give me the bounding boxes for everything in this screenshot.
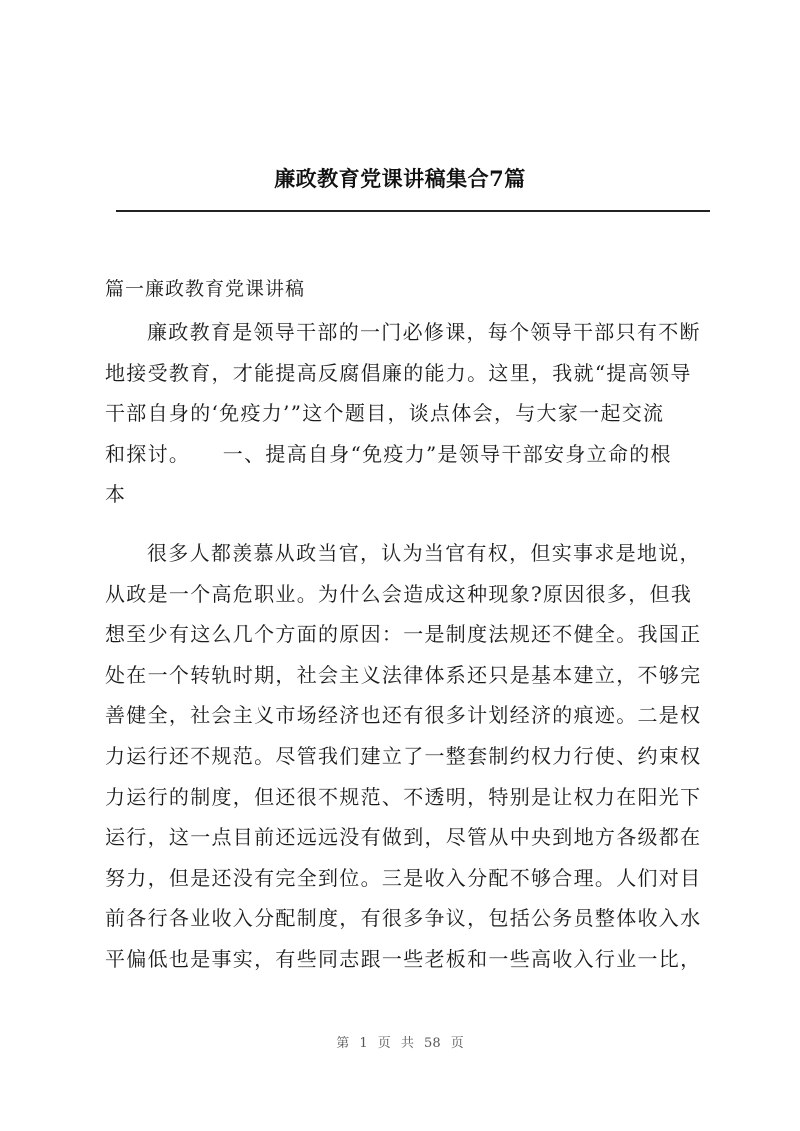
- paragraph-line: 运行，这一点目前还远远没有做到，尽管从中央到地方各级都在: [105, 825, 702, 850]
- page-number-footer: 第 1 页 共 58 页: [336, 1036, 464, 1051]
- section-heading: 篇一廉政教育党课讲稿: [105, 278, 306, 300]
- paragraph-line: 前各行各业收入分配制度，有很多争议，包括公务员整体收入水: [105, 906, 702, 931]
- paragraph-line: 从政是一个高危职业。为什么会造成这种现象?原因很多，但我: [105, 581, 693, 606]
- body-text: [105, 312, 711, 980]
- paragraph-line: 处在一个转轨时期，社会主义法律体系还只是基本建立，不够完: [105, 662, 702, 687]
- paragraph-line: 地接受教育，才能提高反腐倡廉的能力。这里，我就“提高领导: [105, 360, 692, 385]
- paragraph-line: 力运行的制度，但还很不规范、不透明，特别是让权力在阳光下: [105, 784, 702, 809]
- paragraph-spacer: [105, 515, 711, 533]
- paragraph-line: 努力，但是还没有完全到位。三是收入分配不够合理。人们对目: [105, 865, 702, 890]
- paragraph-line: 很多人都羡慕从政当官，认为当官有权，但实事求是地说，: [147, 540, 701, 565]
- paragraph-line: 平偏低也是事实，有些同志跟一些老板和一些高收入行业一比，: [105, 946, 702, 971]
- title-underline-divider: [116, 210, 710, 212]
- paragraph-line: 本: [105, 482, 127, 507]
- paragraph-line: 廉政教育是领导干部的一门必修课，每个领导干部只有不断: [147, 320, 701, 344]
- paragraph-line: 善健全，社会主义市场经济也还有很多计划经济的痕迹。二是权: [105, 703, 702, 728]
- paragraph-line: 想至少有这么几个方面的原因：一是制度法规还不健全。我国正: [105, 622, 702, 647]
- document-title: 廉政教育党课讲稿集合7篇: [274, 166, 526, 191]
- paragraph-line: 力运行还不规范。尽管我们建立了一整套制约权力行使、约束权: [105, 743, 702, 768]
- paragraph-line: 干部自身的‘免疫力’”这个题目，谈点体会，与大家一起交流: [105, 401, 665, 426]
- paragraph-line: 和探讨。 一、提高自身“免疫力”是领导干部安身立命的根: [105, 441, 672, 466]
